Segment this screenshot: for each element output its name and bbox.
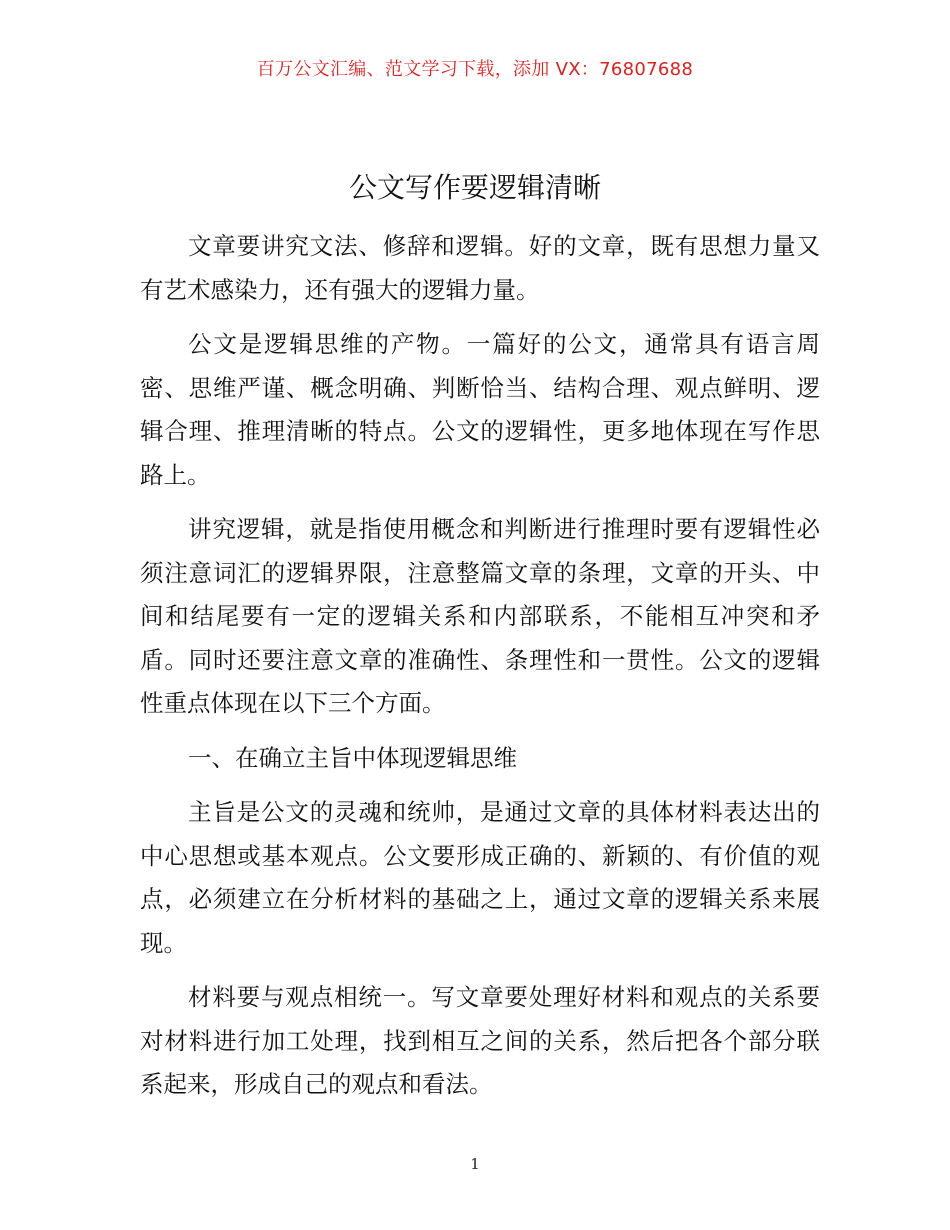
paragraph: 讲究逻辑，就是指使用概念和判断进行推理时要有逻辑性必须注意词汇的逻辑界限，注意整篇文章的条理，文章的开头、中间和结尾要有一定的逻辑关系和内部联系，不能相互冲突和矛盾。同时还要注意文章的准确性、条理性和一贯性。公文的逻辑性重点体现在以下三个方面。 — [140, 515, 820, 717]
promo-header: 百万公文汇编、范文学习下载，添加 VX：76807688 — [256, 59, 694, 80]
paragraph: 文章要讲究文法、修辞和逻辑。好的文章，既有思想力量又有艺术感染力，还有强大的逻辑力量。 — [140, 232, 820, 304]
section-heading: 一、在确立主旨中体现逻辑思维 — [188, 743, 517, 772]
page-number: 1 — [470, 1155, 480, 1173]
paragraph: 材料要与观点相统一。写文章要处理好材料和观点的关系要对材料进行加工处理，找到相互之间的关系，然后把各个部分联系起来，形成自己的观点和看法。 — [140, 983, 820, 1098]
document-title: 公文写作要逻辑清晰 — [348, 171, 601, 204]
paragraph: 公文是逻辑思维的产物。一篇好的公文，通常具有语言周密、思维严谨、概念明确、判断恰当、结构合理、观点鲜明、逻辑合理、推理清晰的特点。公文的逻辑性，更多地体现在写作思路上。 — [140, 330, 820, 489]
document-body — [140, 225, 820, 1118]
paragraph: 主旨是公文的灵魂和统帅，是通过文章的具体材料表达出的中心思想或基本观点。公文要形成正确的、新颖的、有价值的观点，必须建立在分析材料的基础之上，通过文章的逻辑关系来展现。 — [140, 798, 820, 957]
